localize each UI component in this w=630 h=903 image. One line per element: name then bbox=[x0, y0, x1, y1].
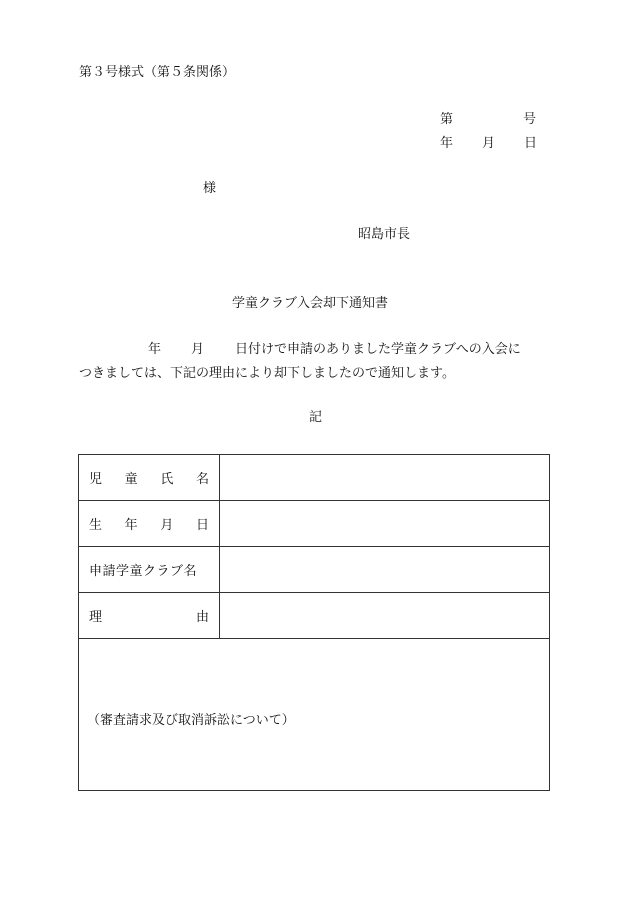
label-birth-date bbox=[79, 501, 220, 547]
table-row-birth-date bbox=[79, 501, 550, 547]
addressee-honorific: 様 bbox=[203, 181, 217, 196]
notes-cell bbox=[79, 639, 550, 791]
value-birth-date bbox=[220, 501, 550, 547]
label-text: 申請学童クラブ名 bbox=[89, 564, 198, 579]
document-number-prefix: 第 bbox=[440, 112, 454, 127]
body-line2: つきましては、下記の理由により却下しましたので通知します。 bbox=[79, 366, 455, 381]
table-row-notes bbox=[79, 639, 550, 791]
body-month: 月 bbox=[191, 342, 205, 357]
label-char: 月 bbox=[160, 518, 174, 533]
label-char: 氏 bbox=[160, 472, 174, 487]
date-day: 日 bbox=[524, 136, 538, 151]
date-month: 月 bbox=[482, 136, 496, 151]
ki-marker: 記 bbox=[309, 410, 323, 425]
document-title: 学童クラブ入会却下通知書 bbox=[232, 296, 389, 311]
date-year: 年 bbox=[440, 136, 454, 151]
table-row-reason bbox=[79, 593, 550, 639]
label-child-name bbox=[79, 455, 220, 501]
body-line1-rest: 日付けで申請のありました学童クラブへの入会に bbox=[235, 342, 521, 357]
details-table bbox=[78, 454, 550, 791]
table-row-club-name bbox=[79, 547, 550, 593]
label-char: 年 bbox=[124, 518, 138, 533]
label-char: 由 bbox=[195, 610, 209, 625]
table-row-child-name bbox=[79, 455, 550, 501]
label-char: 生 bbox=[89, 518, 103, 533]
value-reason bbox=[220, 593, 550, 639]
document-number-suffix: 号 bbox=[523, 112, 537, 127]
label-club-name bbox=[79, 547, 220, 593]
label-char: 児 bbox=[89, 472, 103, 487]
value-child-name bbox=[220, 455, 550, 501]
issuer: 昭島市長 bbox=[358, 227, 411, 242]
value-club-name bbox=[220, 547, 550, 593]
notes-heading: （審査請求及び取消訴訟について） bbox=[87, 713, 295, 728]
label-char: 日 bbox=[195, 518, 209, 533]
label-char: 名 bbox=[195, 472, 209, 487]
body-year: 年 bbox=[148, 342, 162, 357]
label-char: 童 bbox=[124, 472, 138, 487]
form-number: 第３号様式（第５条関係） bbox=[79, 65, 236, 80]
label-char: 理 bbox=[89, 610, 103, 625]
label-reason bbox=[79, 593, 220, 639]
